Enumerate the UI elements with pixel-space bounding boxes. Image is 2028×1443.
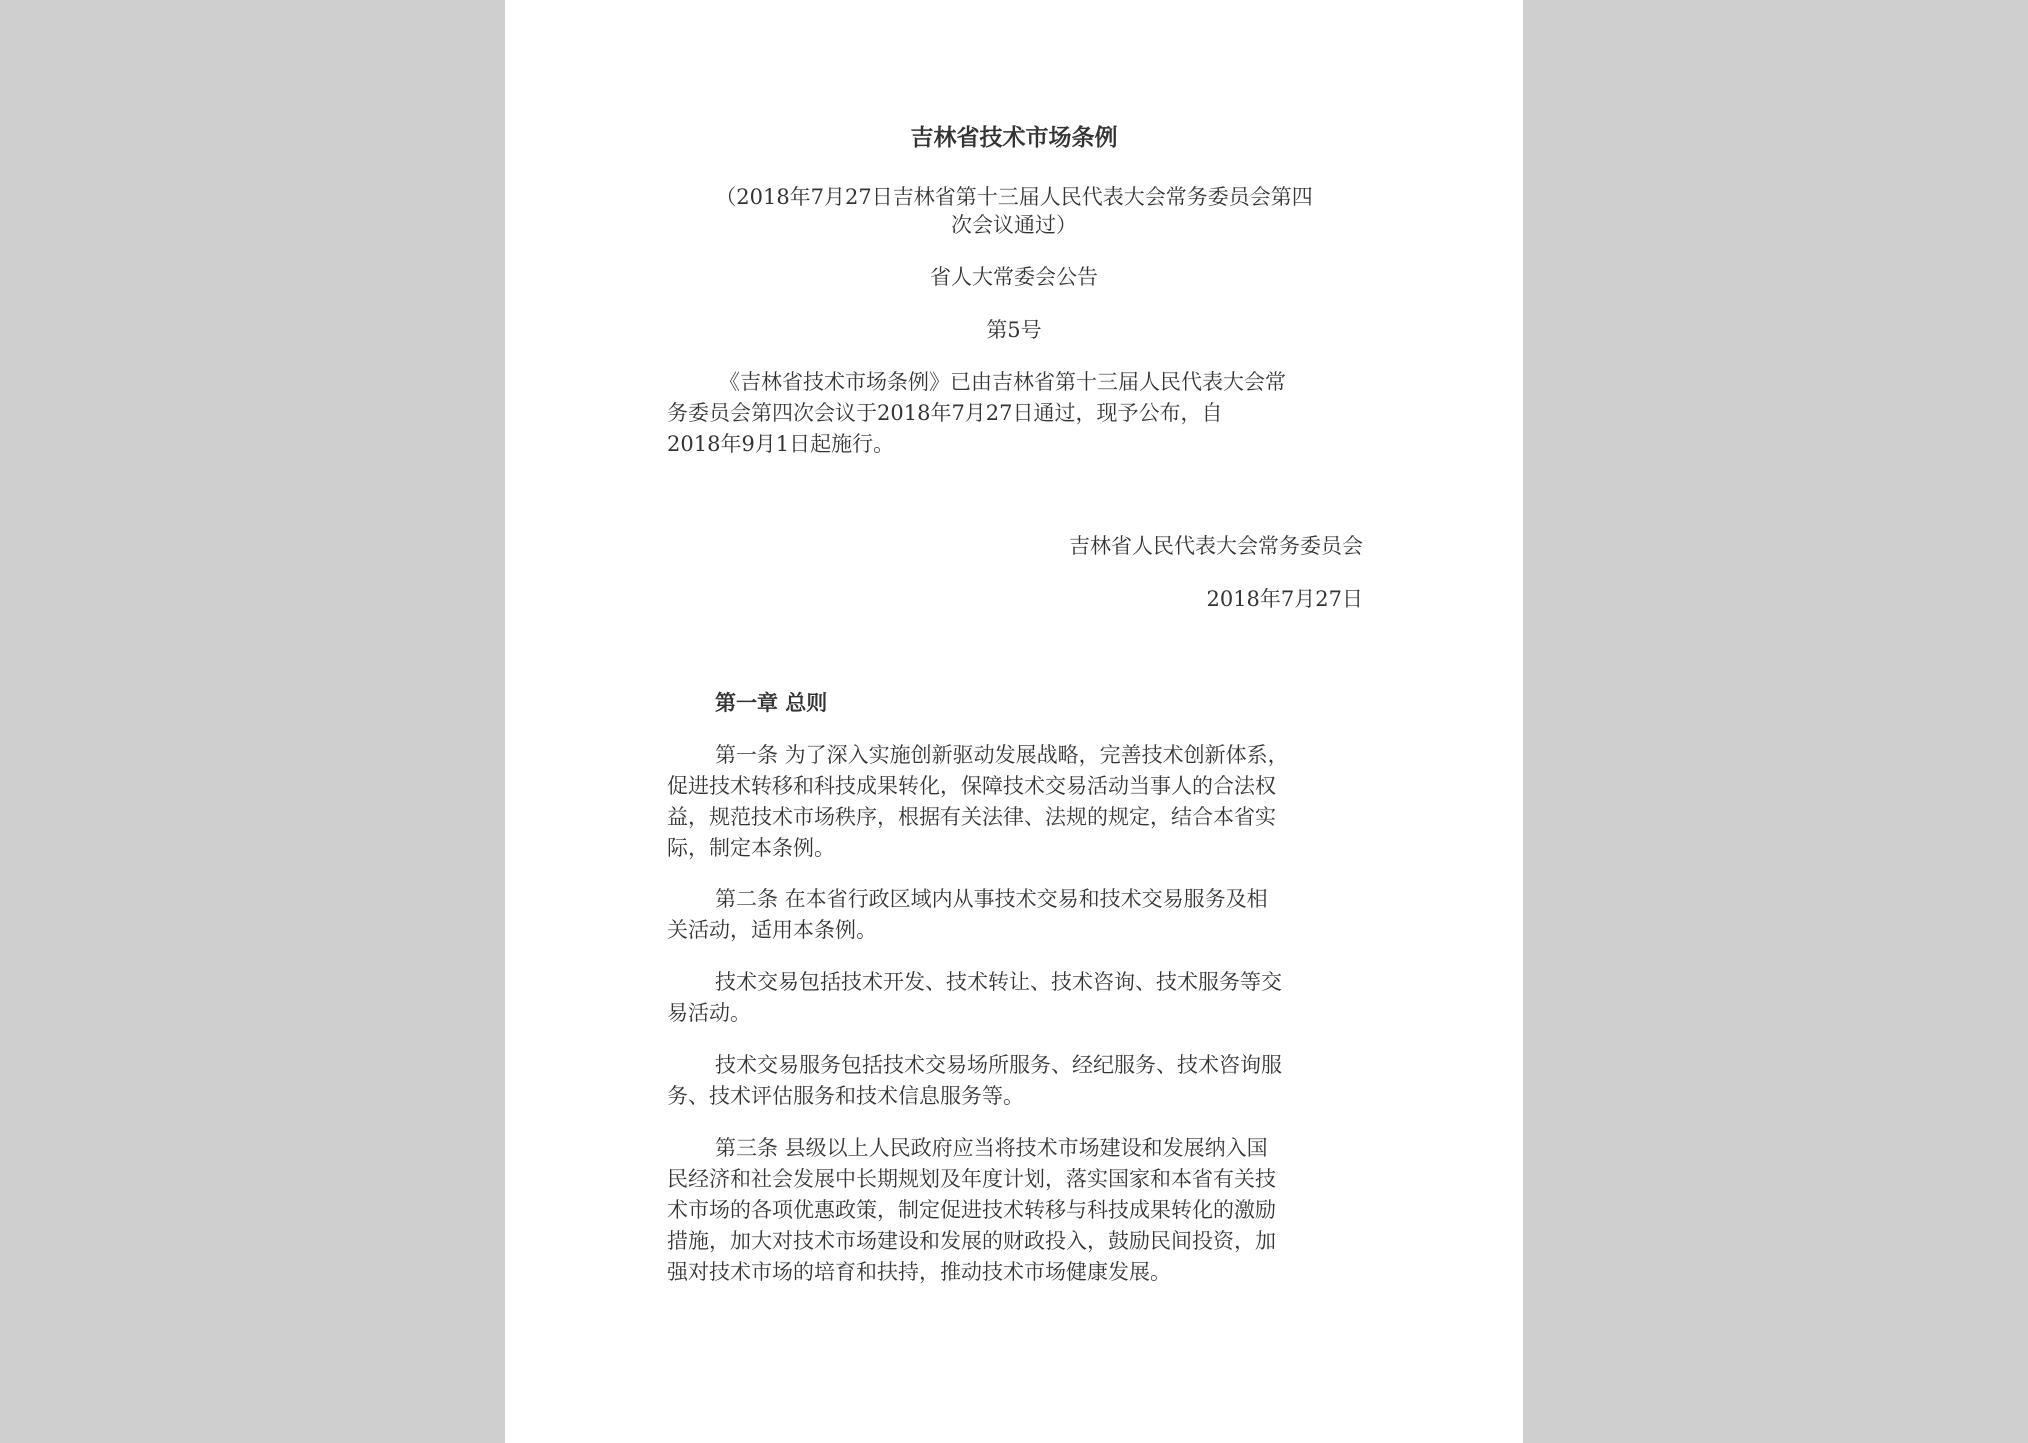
notice-line-1: 《吉林省技术市场条例》已由吉林省第十三届人民代表大会常 — [719, 370, 1286, 394]
announcement-title: 省人大常委会公告 — [930, 265, 1098, 289]
document-title: 吉林省技术市场条例 — [910, 124, 1118, 151]
article3-line-2: 民经济和社会发展中长期规划及年度计划，落实国家和本省有关技 — [667, 1167, 1276, 1191]
chapter-heading: 第一章 总则 — [715, 690, 828, 715]
article1-line-2: 促进技术转移和科技成果转化，保障技术交易活动当事人的合法权 — [667, 774, 1276, 798]
notice-line-2: 务委员会第四次会议于2018年7月27日通过，现予公布，自 — [667, 401, 1223, 425]
article2-line-2: 关活动，适用本条例。 — [667, 918, 877, 942]
article3-line-5: 强对技术市场的培育和扶持，推动技术市场健康发展。 — [667, 1260, 1171, 1284]
article3-line-1: 第三条 县级以上人民政府应当将技术市场建设和发展纳入国 — [715, 1136, 1268, 1160]
signature-date: 2018年7月27日 — [1206, 587, 1363, 611]
adoption-note-line-1: （2018年7月27日吉林省第十三届人民代表大会常务委员会第四 — [715, 185, 1313, 209]
article1-line-3: 益，规范技术市场秩序，根据有关法律、法规的规定，结合本省实 — [667, 805, 1276, 829]
signature-organization: 吉林省人民代表大会常务委员会 — [1069, 534, 1363, 558]
article3-line-4: 措施，加大对技术市场建设和发展的财政投入，鼓励民间投资，加 — [667, 1229, 1276, 1253]
notice-line-3: 2018年9月1日起施行。 — [667, 432, 895, 456]
article1-line-1: 第一条 为了深入实施创新驱动发展战略，完善技术创新体系， — [715, 743, 1289, 767]
adoption-note-line-2: 次会议通过） — [951, 213, 1077, 237]
article2-para2-line-1: 技术交易包括技术开发、技术转让、技术咨询、技术服务等交 — [715, 970, 1282, 994]
announcement-number: 第5号 — [986, 318, 1042, 342]
article3-line-3: 术市场的各项优惠政策，制定促进技术转移与科技成果转化的激励 — [667, 1198, 1276, 1222]
article2-para3-line-2: 务、技术评估服务和技术信息服务等。 — [667, 1084, 1024, 1108]
document-page — [505, 0, 1523, 1443]
article1-line-4: 际，制定本条例。 — [667, 836, 835, 860]
article2-para3-line-1: 技术交易服务包括技术交易场所服务、经纪服务、技术咨询服 — [715, 1053, 1282, 1077]
article2-para2-line-2: 易活动。 — [667, 1001, 751, 1025]
article2-line-1: 第二条 在本省行政区域内从事技术交易和技术交易服务及相 — [715, 887, 1268, 911]
